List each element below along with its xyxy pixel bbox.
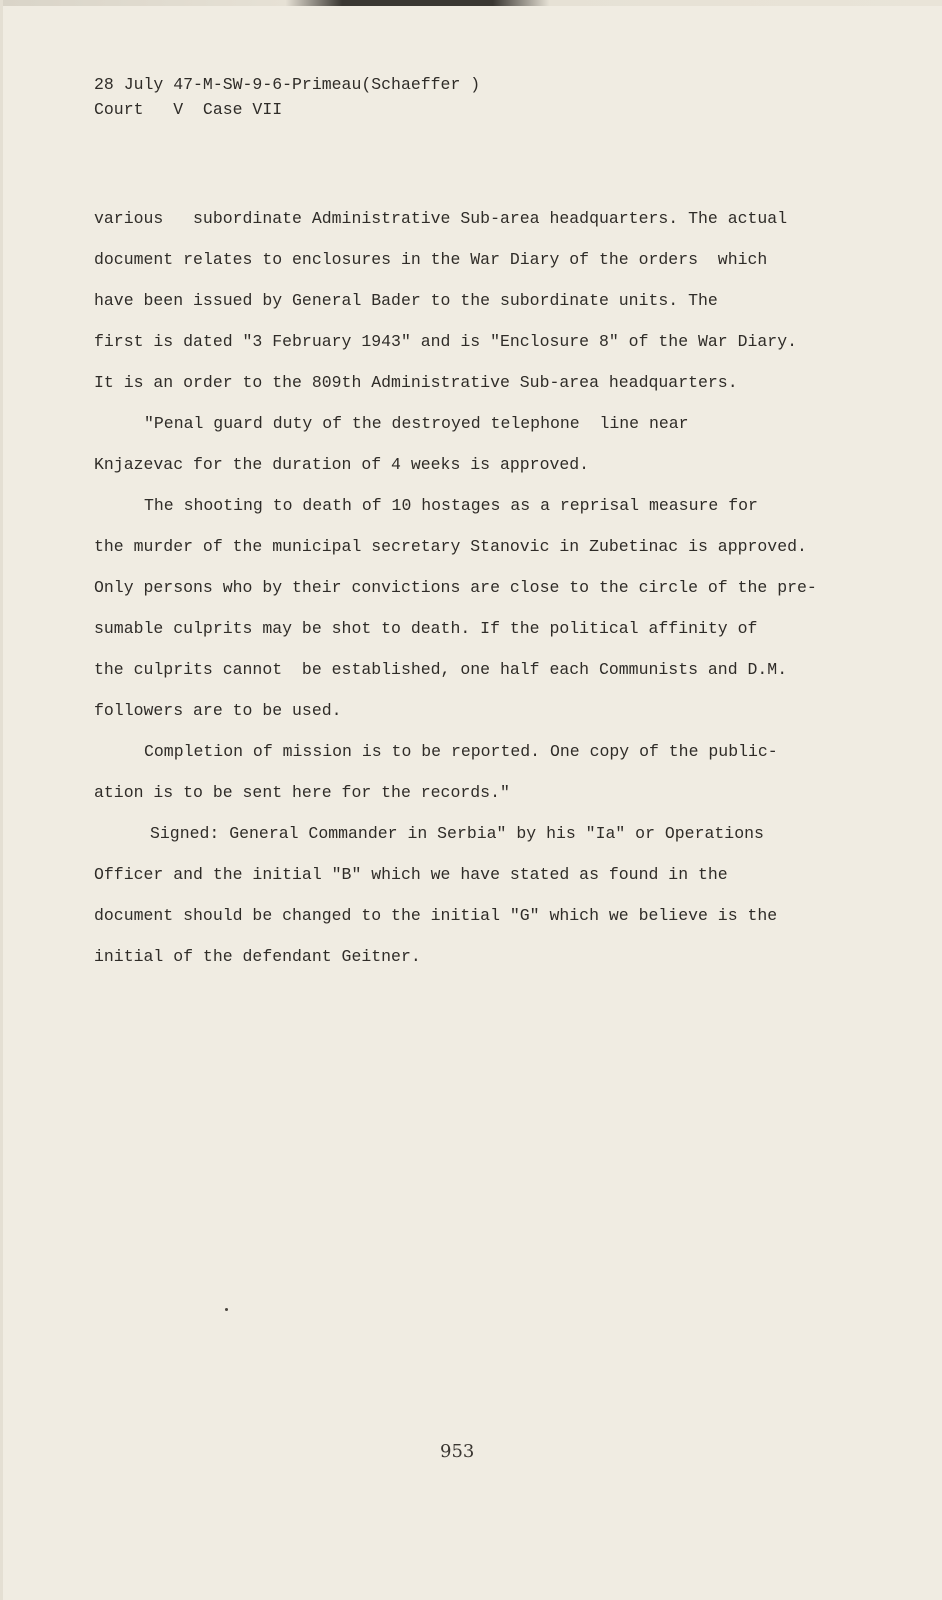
text-line: followers are to be used.: [94, 701, 342, 720]
text-line: Knjazevac for the duration of 4 weeks is approved.: [94, 455, 590, 474]
text-line: ation is to be sent here for the records.": [94, 783, 510, 802]
text-line: sumable culprits may be shot to death. If the political affinity of: [94, 619, 758, 638]
text-line: the culprits cannot be established, one half each Communists and D.M.: [94, 660, 788, 679]
text-line: various subordinate Administrative Sub-area headquarters. The actual: [94, 209, 788, 228]
header-date-reference: 28 July 47-M-SW-9-6-Primeau(Schaeffer ): [94, 75, 481, 94]
document-header: [94, 72, 480, 122]
paragraph-5: [94, 813, 854, 977]
text-line: have been issued by General Bader to the subordinate units. The: [94, 291, 718, 310]
paper-speck: [225, 1308, 228, 1311]
paragraph-3: [94, 485, 854, 731]
header-court-case: Court V Case VII: [94, 100, 283, 119]
text-line: the murder of the municipal secretary Stanovic in Zubetinac is approved.: [94, 537, 807, 556]
text-line: "Penal guard duty of the destroyed telephone line near: [144, 414, 689, 433]
text-line: first is dated "3 February 1943" and is "Enclosure 8" of the War Diary.: [94, 332, 798, 351]
text-line: Signed: General Commander in Serbia" by his "Ia" or Operations: [150, 824, 764, 843]
text-line: It is an order to the 809th Administrative Sub-area headquarters.: [94, 373, 738, 392]
text-line: The shooting to death of 10 hostages as a reprisal measure for: [144, 496, 758, 515]
text-line: document should be changed to the initial "G" which we believe is the: [94, 906, 778, 925]
paragraph-2: [94, 403, 854, 485]
paragraph-1: [94, 198, 854, 403]
page-top-edge: [3, 0, 942, 6]
text-line: Completion of mission is to be reported. One copy of the public-: [144, 742, 778, 761]
text-line: document relates to enclosures in the War Diary of the orders which: [94, 250, 768, 269]
text-line: initial of the defendant Geitner.: [94, 947, 421, 966]
text-line: Only persons who by their convictions are close to the circle of the pre-: [94, 578, 817, 597]
document-body: [94, 198, 854, 977]
page-number: 953: [440, 1441, 475, 1462]
paragraph-4: [94, 731, 854, 813]
text-line: Officer and the initial "B" which we have stated as found in the: [94, 865, 728, 884]
